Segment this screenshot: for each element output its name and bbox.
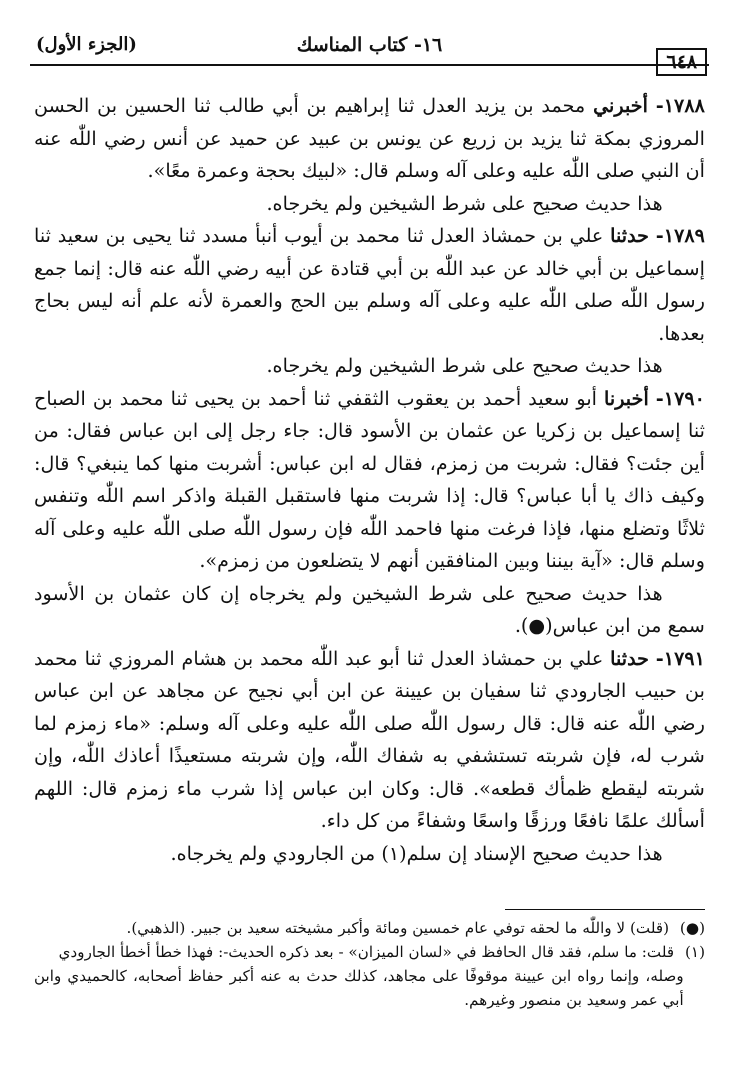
footnote-text: قلت: ما سلم، فقد قال الحافظ في «لسان الميزان» - بعد ذكره الحديث-: فهذا خطأ أخطأ الجارودي: [58, 943, 675, 961]
hadith-entry: [34, 220, 705, 350]
header-rule: [30, 64, 709, 66]
footnote-continuation: وصله، وإنما رواه ابن عيينة موقوفًا على مجاهد، كذلك حدث به عنه أكبر حفاظ أصحابه، كالحميدي وابن أبي عمر وسعيد بن منصور وغيرهم.: [34, 967, 684, 1009]
hadith-entry: [34, 383, 705, 578]
page-number: ٦٤٨: [656, 48, 707, 76]
hadith-entry: [34, 90, 705, 188]
narration-keyword: حدثنا: [610, 646, 650, 670]
footnotes: [34, 916, 705, 1012]
running-title: ١٦- كتاب المناسك: [296, 34, 443, 56]
hadith-number: ١٧٨٨-: [655, 94, 705, 117]
hadith-verdict: هذا حديث صحيح على شرط الشيخين ولم يخرجاه.: [266, 354, 663, 377]
part-label: (الجزء الأول): [36, 34, 137, 55]
page-body: [34, 90, 705, 870]
hadith-verdict: هذا حديث صحيح على شرط الشيخين ولم يخرجاه إن كان عثمان بن الأسود سمع من ابن عباس(●).: [34, 581, 705, 637]
narration-keyword: حدثنا: [610, 224, 650, 247]
hadith-verdict: هذا حديث صحيح على شرط الشيخين ولم يخرجاه.: [266, 191, 663, 215]
footnote-marker: (●): [679, 919, 705, 937]
hadith-text: محمد بن يزيد العدل ثنا إبراهيم بن أبي طالب ثنا الحسين بن الحسن المروزي بمكة ثنا يزيد بن زريع عن يونس بن عبيد عن حميد عن أنس رضي اللّٰه عنه أن النبي صلى اللّٰه عليه وعلى آله وسلم قال: «لبيك بحجة وعمرة معًا».: [34, 94, 705, 182]
hadith-verdict: هذا حديث صحيح الإسناد إن سلم(١) من الجارودي ولم يخرجاه.: [170, 841, 663, 865]
hadith-entry: [34, 643, 705, 838]
hadith-text: علي بن حمشاذ العدل ثنا محمد بن أيوب أنبأ مسدد ثنا يحيى بن سعيد ثنا إسماعيل بن أبي خالد عن عبد اللّٰه بن أبي قتادة عن أبيه رضي اللّٰه عنه قال: إنما جمع رسول اللّٰه صلى اللّٰه عليه وعلى آله وسلم بين الحج والعمرة لأنه علم أنه ليس بحاج بعدها.: [34, 224, 705, 345]
hadith-text: علي بن حمشاذ العدل ثنا أبو عبد اللّٰه محمد بن هشام المروزي ثنا محمد بن حبيب الجارودي ثنا سفيان بن عيينة عن ابن أبي نجيح عن مجاهد عن ابن عباس رضي اللّٰه عنه قال: قال رسول اللّٰه صلى اللّٰه عليه وعلى آله وسلم: «ماء زمزم لما شرب له، فإن شربته تستشفي به شفاك اللّٰه، وإن شربته مستعيذًا أعاذك اللّٰه، وإن شربته ليقطع ظمأك قطعه». قال: وكان ابن عباس إذا شرب ماء زمزم قال: اللهم أسألك علمًا نافعًا ورزقًا واسعًا وشفاءً من كل داء.: [34, 646, 705, 832]
hadith-number: ١٧٨٩-: [655, 224, 705, 247]
footnote-rule: [505, 909, 705, 910]
footnote-marker: (١): [684, 943, 705, 961]
hadith-number: ١٧٩٠-: [655, 386, 705, 410]
narration-keyword: أخبرني: [593, 94, 648, 117]
footnote: [34, 916, 705, 940]
hadith-text: أبو سعيد أحمد بن يعقوب الثقفي ثنا أحمد بن يحيى ثنا محمد بن الصباح ثنا إسماعيل بن زكريا عن عثمان بن الأسود قال: جاء رجل إلى ابن عباس فقال: من أين جئت؟ فقال: شربت من زمزم، فقال له ابن عباس: أشربت منها كما ينبغي؟ قال: وكيف ذاك يا أبا عباس؟ قال: إذا شربت منها فاستقبل القبلة واذكر اسم اللّٰه وتنفس ثلاثًا وتضلع منها، فإذا فرغت منها فاحمد اللّٰه فإن رسول اللّٰه صلى اللّٰه عليه وعلى آله وسلم قال: «آية بيننا وبين المنافقين أنهم لا يتضلعون من زمزم».: [34, 386, 705, 572]
footnote-text: (قلت) لا واللّٰه ما لحقه توفي عام خمسين ومائة وأكبر مشيخته سعيد بن جبير. (الذهبي).: [126, 919, 670, 937]
footnote: [34, 940, 705, 964]
narration-keyword: أخبرنا: [604, 386, 649, 410]
hadith-number: ١٧٩١-: [655, 646, 705, 670]
